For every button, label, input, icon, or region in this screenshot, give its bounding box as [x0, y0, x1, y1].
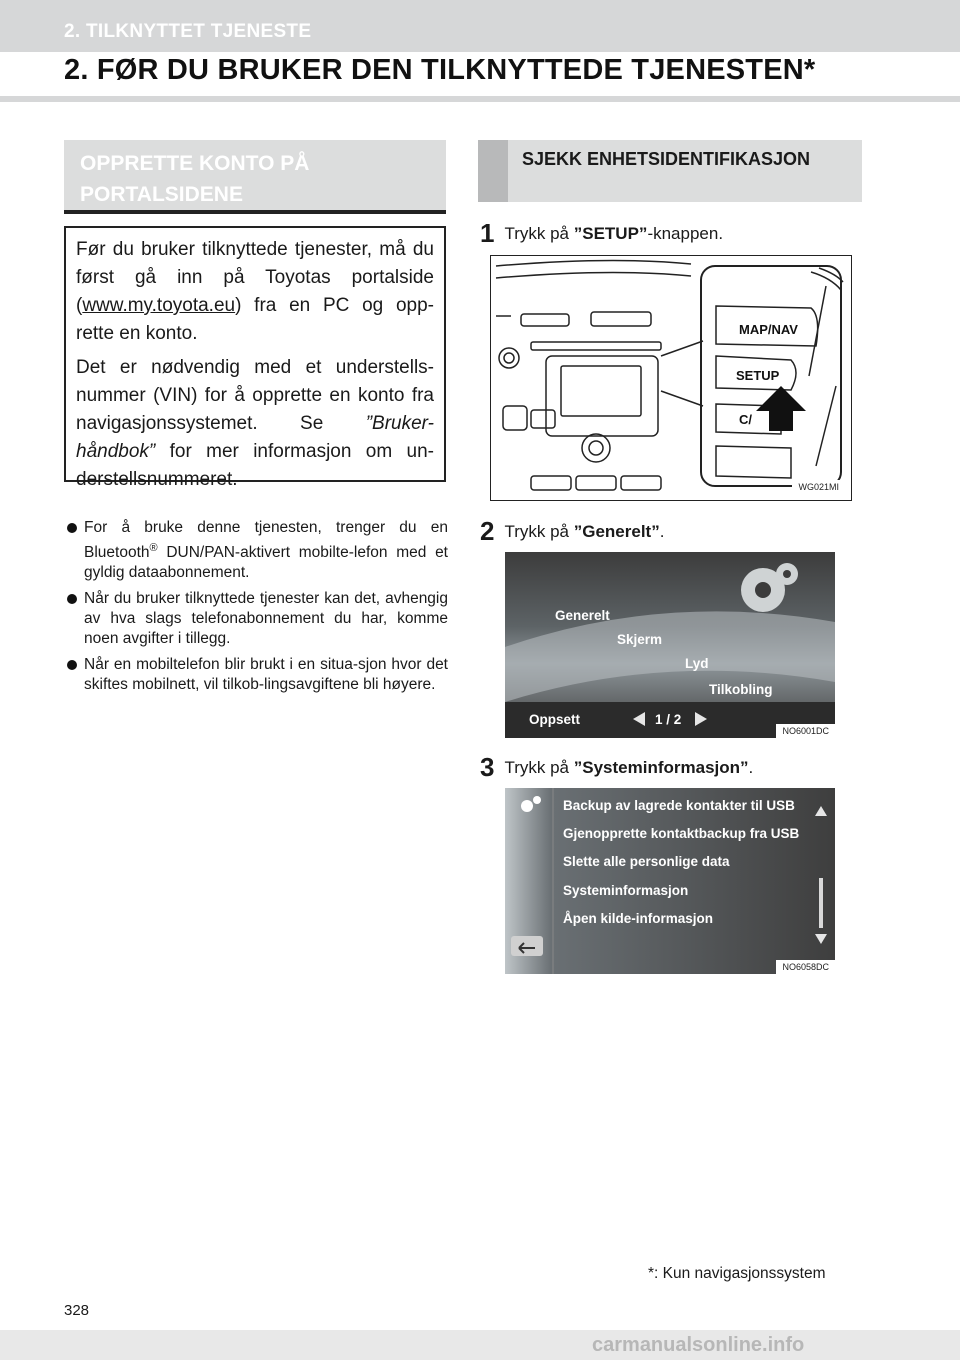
menu-item-tilkobling[interactable]: Tilkobling: [709, 682, 773, 697]
info-paragraph-1: Før du bruker tilknyttede tjenester, må du først gå inn på Toyotas portalside (www.my.toyota.eu) fra en PC og opp-rette en konto.: [76, 239, 434, 344]
list-item-delete-data[interactable]: Slette alle personlige data: [563, 854, 730, 869]
bullet-item: For å bruke denne tjenesten, trenger du en Bluetooth® DUN/PAN-aktivert mobilte-lefon med et gyldig dataabonnement.: [64, 518, 448, 583]
info-box: [64, 226, 446, 490]
step-1: 1 Trykk på ”SETUP”-knappen.: [480, 218, 724, 248]
figure-code: NO6001DC: [776, 724, 835, 738]
page-number: 328: [64, 1302, 90, 1319]
step-3: 3 Trykk på ”Systeminformasjon”.: [480, 752, 754, 782]
info-paragraph-2: Det er nødvendig med et understells-nummer (VIN) for å opprette en konto fra navigasjonssystemet. Se ”Bruker-håndbok” for mer informasjon om un-derstellsnummeret.: [76, 357, 434, 490]
right-box-title: SJEKK ENHETSIDENTIFIKASJON: [478, 140, 862, 202]
figure-code: NO6058DC: [776, 960, 835, 974]
bullet-item: Når en mobiltelefon blir brukt i en situa-sjon hvor det skiftes mobilnett, vil tilkob-lingsavgiftene bli høyere.: [64, 655, 448, 695]
menu-item-generelt[interactable]: Generelt: [555, 608, 610, 623]
c-button-label: C/: [739, 412, 752, 427]
list-item-system-info[interactable]: Systeminformasjon: [563, 883, 689, 898]
watermark-band: [0, 1330, 960, 1360]
setup-menu-screen: [505, 552, 835, 738]
general-settings-screen: [505, 788, 835, 974]
page-title: 2. FØR DU BRUKER DEN TILKNYTTEDE TJENESTEN*: [64, 54, 816, 86]
watermark-text: carmanualsonline.info: [592, 1334, 805, 1356]
list-item-restore[interactable]: Gjenopprette kontaktbackup fra USB: [563, 826, 800, 841]
figure-code: WG021MI: [792, 480, 845, 494]
menu-item-skjerm[interactable]: Skjerm: [617, 632, 663, 647]
left-box-title: OPPRETTE KONTO PÅ PORTALSIDENE: [64, 140, 446, 214]
menu-item-lyd[interactable]: Lyd: [685, 656, 709, 671]
step-2: 2 Trykk på ”Generelt”.: [480, 516, 665, 546]
list-item-open-source[interactable]: Åpen kilde-informasjon: [563, 911, 714, 926]
console-drawing: [491, 256, 852, 501]
pager: 1 / 2: [655, 712, 682, 727]
portal-link[interactable]: www.my.toyota.eu: [82, 295, 236, 316]
section-label: 2. TILKNYTTET TJENESTE: [64, 21, 312, 42]
bullet-item: Når du bruker tilknyttede tjenester kan det, avhengig av hva slags telefonabonnement du har, komme noen avgifter i tillegg.: [64, 589, 448, 649]
oppsett-label: Oppsett: [529, 712, 581, 727]
bullet-list: [64, 518, 448, 701]
setup-button-label: SETUP: [736, 368, 780, 383]
list-item-backup[interactable]: Backup av lagrede kontakter til USB: [563, 798, 795, 813]
console-illustration: [490, 255, 852, 501]
gear-icon: [505, 552, 835, 738]
map-nav-button-label: MAP/NAV: [739, 322, 798, 337]
footnote: *: Kun navigasjonssystem: [648, 1265, 826, 1282]
title-tab: [478, 140, 508, 202]
